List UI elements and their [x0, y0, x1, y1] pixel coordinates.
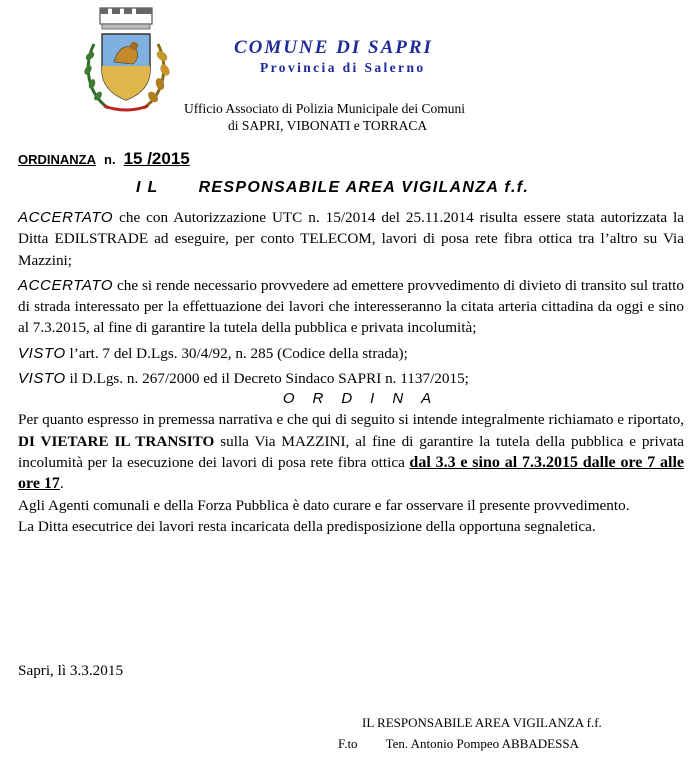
coat-of-arms-logo	[80, 4, 172, 116]
date-range-text: dal 3.3 e sino al 7.3.2015 dalle ore 7 alle ore 17	[18, 453, 684, 493]
paragraph-end: .	[59, 475, 64, 493]
document-body	[18, 207, 684, 537]
paragraph-text: sulla Via MAZZINI, al fine di garantire la tutela della pubblica e privata incolumità per la esecuzione dei lavori di posa rete fibra ottica	[18, 432, 684, 471]
provincia-subtitle: Provincia di Salerno	[260, 60, 426, 75]
ordinanza-label: ORDINANZA	[18, 152, 96, 167]
ufficio-line-1: Ufficio Associato di Polizia Municipale dei Comuni	[184, 101, 465, 116]
comune-title: COMUNE DI SAPRI	[234, 37, 433, 58]
paragraph-text: Per quanto espresso in premessa narrativa e che qui di seguito si intende integralmente richiamato e riportato,	[18, 411, 684, 429]
paragraph-visto-2	[18, 368, 684, 389]
ordinanza-line	[18, 149, 190, 169]
ufficio-heading	[184, 100, 465, 134]
ordinanza-number: 15 /2015	[123, 149, 190, 168]
place-date: Sapri, lì 3.3.2015	[18, 662, 124, 679]
ufficio-line-2: di SAPRI, VIBONATI e TORRACA	[228, 118, 428, 133]
paragraph-ordina	[18, 409, 684, 494]
responsabile-title: RESPONSABILE AREA VIGILANZA f.f.	[198, 179, 530, 196]
paragraph-agenti: Agli Agenti comunali e della Forza Pubblica è dato curare e far osservare il presente provvedimento.	[18, 496, 630, 514]
paragraph-visto-1	[18, 343, 684, 364]
paragraph-text: che con Autorizzazione UTC n. 15/2014 del 25.11.2014 risulta essere stata autorizzata la Ditta EDILSTRADE ad eseguire, per conto TELECOM, lavori di posa rete fibra ottica tra l’altro su Via Mazzini;	[18, 209, 684, 269]
paragraph-text: l’art. 7 del D.Lgs. 30/4/92, n. 285 (Codice della strada);	[65, 344, 408, 362]
ordina-heading: ORDINA	[282, 390, 450, 408]
paragraph-accertato-1	[18, 207, 684, 271]
ordinanza-n-label: n.	[104, 152, 116, 167]
keyword-accertato: ACCERTATO	[18, 209, 114, 226]
paragraph-text: che si rende necessario provvedere ad emettere provvedimento di divieto di transito sul tratto di strada interessato per la effettuazione dei lavori che interesseranno la citata arteria cittadina da oggi e sino al 7.3.2015, al fine di garantire la tutela della pubblica e privata incolumità;	[18, 276, 684, 337]
divieto-transito-text: DI VIETARE IL TRANSITO	[18, 432, 215, 450]
responsabile-il: I L	[136, 179, 159, 196]
keyword-visto: VISTO	[18, 344, 66, 362]
signature-line	[338, 736, 579, 752]
responsabile-heading	[136, 179, 529, 197]
paragraph-ditta: La Ditta esecutrice dei lavori resta incaricata della predisposizione della opportuna segnaletica.	[18, 517, 596, 535]
keyword-visto: VISTO	[18, 370, 66, 388]
signatory-name: Ten. Antonio Pompeo ABBADESSA	[385, 736, 579, 751]
keyword-accertato: ACCERTATO	[18, 276, 114, 294]
fto-label: F.to	[338, 736, 358, 751]
signature-title: IL RESPONSABILE AREA VIGILANZA f.f.	[362, 715, 602, 730]
paragraph-text: il D.Lgs. n. 267/2000 ed il Decreto Sindaco SAPRI n. 1137/2015;	[65, 370, 469, 388]
paragraph-accertato-2	[18, 275, 684, 339]
